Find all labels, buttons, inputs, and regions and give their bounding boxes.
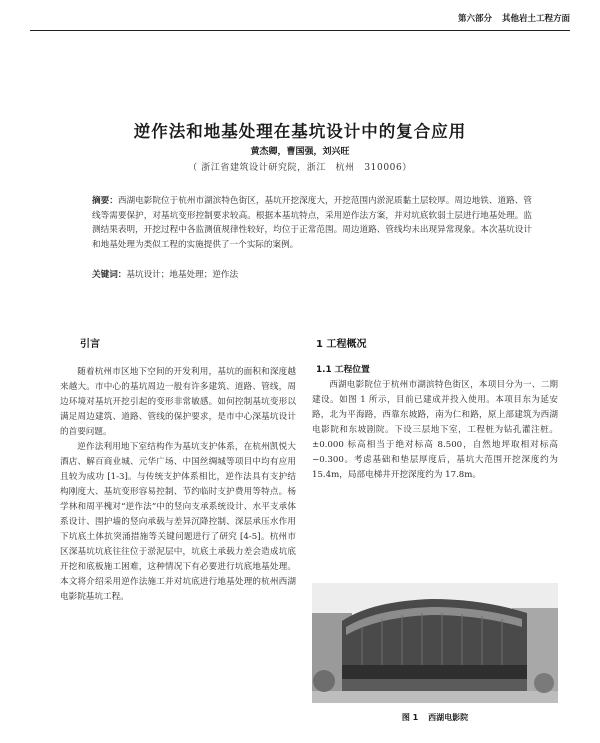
header-section: 其他岩土工程方面 <box>501 14 570 24</box>
intro-paragraph: 随着杭州市区地下空间的开发利用，基坑的面积和深度越来越大。市中心的基坑周边一般有许多建筑、道路、管线，周边环境对基坑开挖引起的变形非常敏感。如何控制基坑变形以满足周边建筑、道路、管线的保护要求，是市中心深基坑设计的首要问题。 <box>60 367 296 437</box>
overview-heading: 1 工程概况 <box>316 339 367 350</box>
abstract-label: 摘要： <box>92 196 118 206</box>
cinema-building-illustration <box>312 583 558 703</box>
overview-body <box>312 378 558 483</box>
header-part: 第六部分 <box>457 14 492 24</box>
overview-paragraph: 西湖电影院位于杭州市湖滨特色街区，本项目分为一、二期建设。如图 1 所示，目前已建成并投入使用。本项目东为延安路，北为平海路，西靠东坡路，南为仁和路，原上部建筑为西湖电影院和东坡剧院。下设三层地下室，工程桩为钻孔灌注桩。±0.000 标高相当于绝对标高 8.500，自然地坪取相对标高 −0.300。考虑基础和垫层厚度后，基坑大范围开挖深度约为 15.4m，局部电梯井开挖深度约为 17.8m。 <box>312 380 558 480</box>
figure-number: 图 1 <box>401 713 419 722</box>
paper-authors: 黄杰卿，曹国强，刘兴旺 <box>250 147 350 157</box>
keywords-text: 基坑设计；地基处理；逆作法 <box>126 270 239 280</box>
paper-title: 逆作法和地基处理在基坑设计中的复合应用 <box>133 122 467 141</box>
overview-subheading: 1.1 工程位置 <box>316 365 370 375</box>
keywords-label: 关键词： <box>92 270 127 280</box>
abstract-text: 西湖电影院位于杭州市湖滨特色街区，基坑开挖深度大，开挖范围内淤泥质黏土层较厚。周边地铁、道路、管线等需要保护，对基坑变形控制要求较高。根据本基坑特点，采用逆作法方案，并对坑底软弱土层进行地基处理。监测结果表明，开挖过程中各监测值规律性较好，均位于正常范围。周边道路、管线均未出现异常现象。本次基坑设计和地基处理为类似工程的实施提供了一个实际的案例。 <box>92 196 532 250</box>
figure-caption-text: 西湖电影院 <box>428 713 469 722</box>
paper-affiliation: （ 浙江省建筑设计研究院，浙江 杭州 310006） <box>188 163 412 173</box>
intro-paragraph: 逆作法利用地下室结构作为基坑支护体系，在杭州凯悦大酒店、解百商业城、元华广场、中国丝绸城等项目中均有应用且较为成功 [1-3]。与传统支护体系相比，逆作法具有支护结构刚度大、基坑变形容易控制、节约临时支护费用等特点。杨学林和周平槐对“逆作法”中的竖向支承系统设计、水平支承体系设计、围护墙的竖向承载与差异沉降控制、深层承压水作用下坑底土体抗突涌措施等关键问题进行了研究 [4-5]。杭州市区深基坑坑底往往位于淤泥层中，坑底土承载力差会造成坑底开挖和底板施工困难，这种情况下有必要进行坑底地基处理。本文将介绍采用逆作法施工并对坑底进行地基处理的杭州西湖电影院基坑工程。 <box>60 442 296 602</box>
figure-photo <box>312 583 558 703</box>
intro-body <box>60 365 296 605</box>
figure-caption <box>312 712 558 723</box>
intro-heading: 引言 <box>80 339 100 350</box>
running-header <box>30 10 570 31</box>
keywords <box>92 268 532 282</box>
abstract <box>92 194 532 252</box>
